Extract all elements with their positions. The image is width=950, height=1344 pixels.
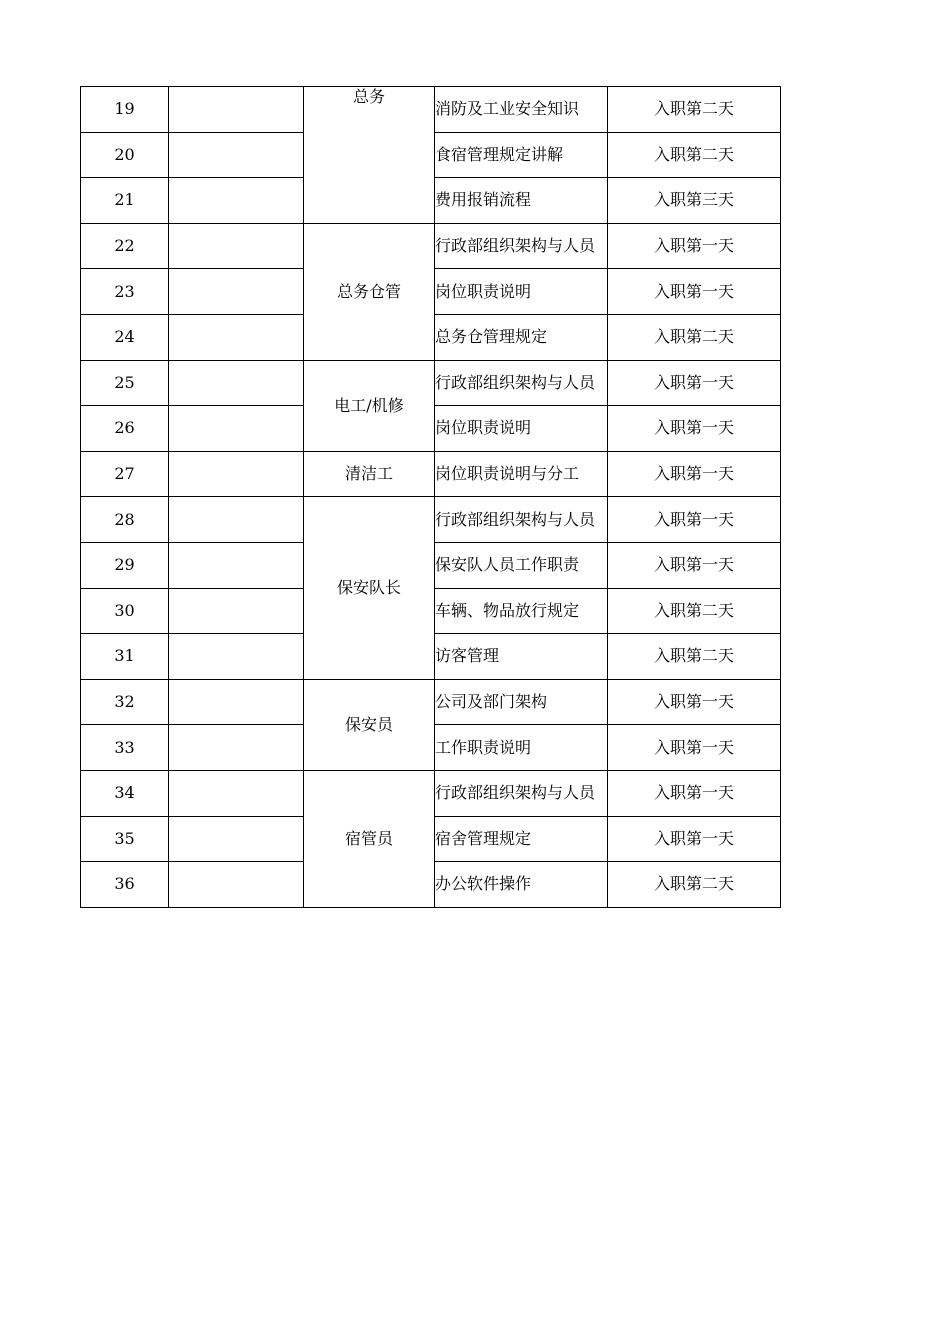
schedule-day: 入职第一天	[608, 542, 781, 588]
training-topic: 工作职责说明	[435, 725, 608, 771]
row-number: 36	[81, 862, 169, 908]
row-number: 35	[81, 816, 169, 862]
row-number: 23	[81, 269, 169, 315]
row-number: 26	[81, 406, 169, 452]
position-cell: 电工/机修	[304, 360, 435, 451]
empty-cell	[169, 725, 304, 771]
schedule-day: 入职第一天	[608, 725, 781, 771]
training-topic: 车辆、物品放行规定	[435, 588, 608, 634]
position-cell: 保安队长	[304, 497, 435, 679]
table-row	[81, 679, 781, 725]
schedule-day: 入职第一天	[608, 269, 781, 315]
row-number: 27	[81, 451, 169, 497]
table-row	[81, 451, 781, 497]
schedule-day: 入职第一天	[608, 679, 781, 725]
row-number: 19	[81, 87, 169, 133]
row-number: 25	[81, 360, 169, 406]
empty-cell	[169, 862, 304, 908]
training-topic: 岗位职责说明与分工	[435, 451, 608, 497]
row-number: 24	[81, 314, 169, 360]
schedule-day: 入职第一天	[608, 770, 781, 816]
empty-cell	[169, 634, 304, 680]
training-topic: 总务仓管理规定	[435, 314, 608, 360]
schedule-day: 入职第二天	[608, 132, 781, 178]
training-topic: 访客管理	[435, 634, 608, 680]
schedule-day: 入职第一天	[608, 451, 781, 497]
empty-cell	[169, 178, 304, 224]
schedule-day: 入职第一天	[608, 497, 781, 543]
schedule-day: 入职第二天	[608, 634, 781, 680]
schedule-day: 入职第一天	[608, 406, 781, 452]
row-number: 32	[81, 679, 169, 725]
training-topic: 费用报销流程	[435, 178, 608, 224]
row-number: 22	[81, 223, 169, 269]
schedule-day: 入职第一天	[608, 360, 781, 406]
empty-cell	[169, 588, 304, 634]
empty-cell	[169, 132, 304, 178]
table-row	[81, 223, 781, 269]
row-number: 31	[81, 634, 169, 680]
training-topic: 行政部组织架构与人员	[435, 497, 608, 543]
schedule-day: 入职第二天	[608, 314, 781, 360]
training-topic: 食宿管理规定讲解	[435, 132, 608, 178]
empty-cell	[169, 542, 304, 588]
empty-cell	[169, 269, 304, 315]
empty-cell	[169, 497, 304, 543]
empty-cell	[169, 770, 304, 816]
training-topic: 公司及部门架构	[435, 679, 608, 725]
schedule-day: 入职第二天	[608, 87, 781, 133]
row-number: 34	[81, 770, 169, 816]
empty-cell	[169, 679, 304, 725]
training-topic: 办公软件操作	[435, 862, 608, 908]
empty-cell	[169, 314, 304, 360]
empty-cell	[169, 451, 304, 497]
training-topic: 消防及工业安全知识	[435, 87, 608, 133]
schedule-day: 入职第二天	[608, 862, 781, 908]
training-schedule-table	[80, 86, 781, 908]
training-topic: 行政部组织架构与人员	[435, 770, 608, 816]
position-cell: 总务	[304, 87, 435, 224]
empty-cell	[169, 87, 304, 133]
schedule-day: 入职第三天	[608, 178, 781, 224]
row-number: 33	[81, 725, 169, 771]
row-number: 29	[81, 542, 169, 588]
row-number: 30	[81, 588, 169, 634]
table-row	[81, 497, 781, 543]
table-row	[81, 360, 781, 406]
table-row	[81, 87, 781, 133]
position-cell: 保安员	[304, 679, 435, 770]
training-topic: 保安队人员工作职责	[435, 542, 608, 588]
training-topic: 岗位职责说明	[435, 406, 608, 452]
empty-cell	[169, 223, 304, 269]
training-topic: 岗位职责说明	[435, 269, 608, 315]
empty-cell	[169, 360, 304, 406]
schedule-day: 入职第二天	[608, 588, 781, 634]
position-cell: 宿管员	[304, 770, 435, 907]
training-topic: 行政部组织架构与人员	[435, 223, 608, 269]
schedule-day: 入职第一天	[608, 223, 781, 269]
table-row	[81, 770, 781, 816]
empty-cell	[169, 406, 304, 452]
training-topic: 行政部组织架构与人员	[435, 360, 608, 406]
position-cell: 清洁工	[304, 451, 435, 497]
position-cell: 总务仓管	[304, 223, 435, 360]
row-number: 20	[81, 132, 169, 178]
row-number: 28	[81, 497, 169, 543]
schedule-day: 入职第一天	[608, 816, 781, 862]
empty-cell	[169, 816, 304, 862]
row-number: 21	[81, 178, 169, 224]
training-topic: 宿舍管理规定	[435, 816, 608, 862]
